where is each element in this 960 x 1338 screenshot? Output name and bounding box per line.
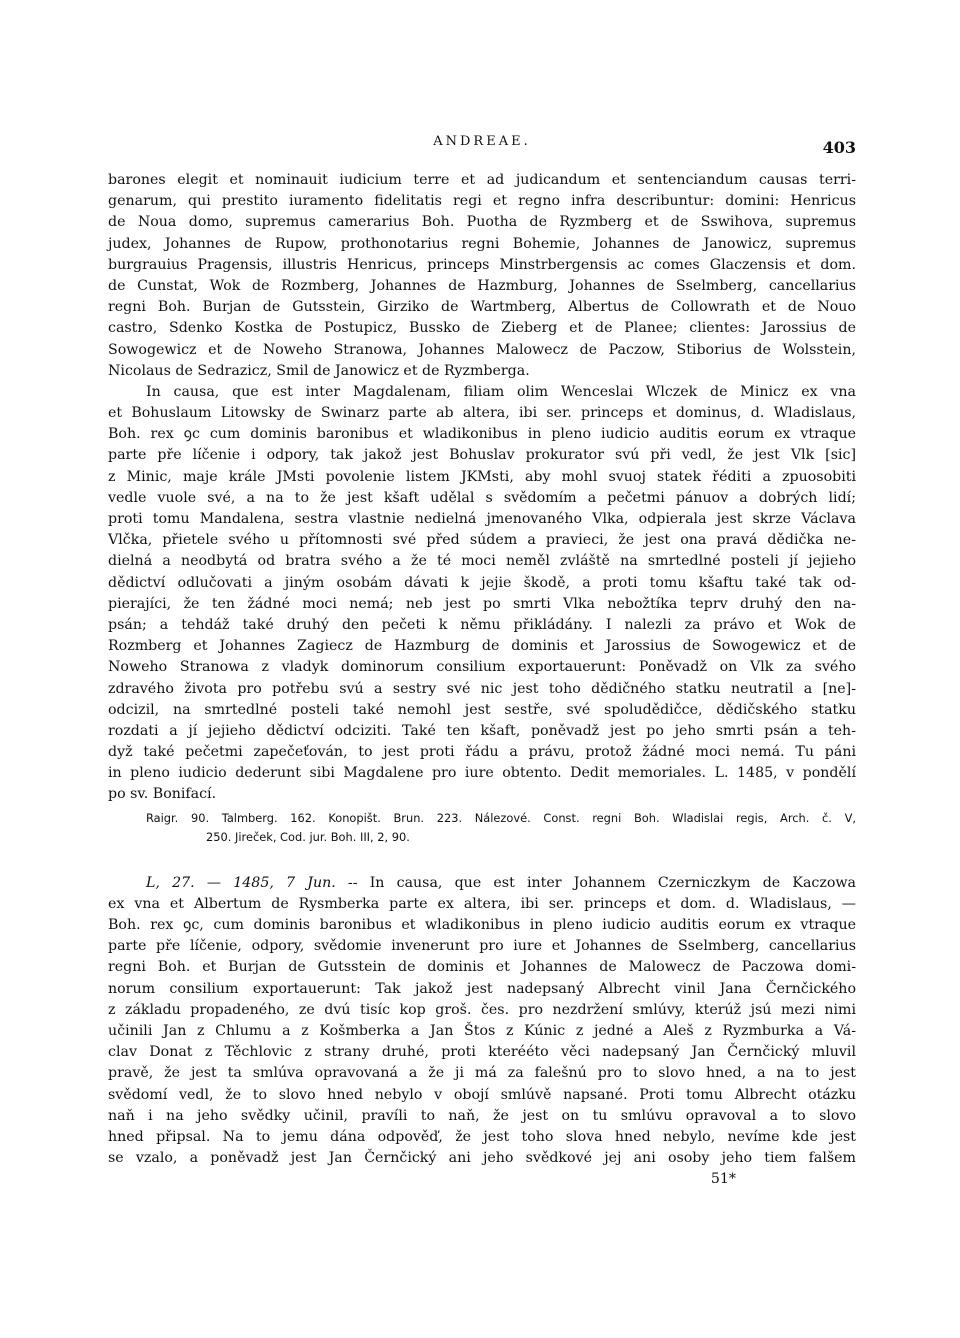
document-page [108, 134, 856, 1190]
text-line: regni Boh. et Burjan de Gutsstein de dominis et Johannes de Malowecz de Paczowa domi- [108, 959, 856, 976]
paragraph-2 [108, 382, 856, 806]
text-line: se vzalo, a poněvadž jest Jan Černčický ani jeho svědkové jej ani osoby jeho tiem falšem [108, 1150, 856, 1167]
text-line: parte pře líčenie i odpory, tak jakož jest Bohuslav prokurator svú při vedl, že jest Vlk [sic] [108, 447, 856, 464]
section-2-body [108, 894, 856, 1169]
text-line: de Noua domo, supremus camerarius Boh. Puotha de Ryzmberg et de Sswihova, supremus [108, 214, 856, 231]
text-line: Nicolaus de Sedrazicz, Smil de Janowicz et de Ryzmberga. [108, 362, 530, 379]
text-line: zdravého života pro potřebu svú a sestry své nic jest toho dědičného statku neutratil a [ne]- [108, 680, 856, 697]
text-line: Noweho Stranowa z vladyk dominorum consilium exportauerunt: Poněvadž on Vlk za svého [108, 659, 856, 676]
text-line: odcizil, na smrtedlné posteli také nemohl jest sestře, své spoludědičce, dědičského statku [108, 701, 856, 718]
text-line: et Bohuslaum Litowsky de Swinarz parte ab altera, ibi ser. princeps et dominus, d. Wladislaus, [108, 405, 856, 422]
text-line: vedle vuole své, a na to že jest kšaft udělal s svědomím a pečetmi pánuov a dobrých lidí; [108, 489, 856, 506]
text-line: burgrauius Pragensis, illustris Henricus, princeps Minstrbergensis ac comes Glaczensis et dom. [108, 256, 856, 273]
text-line: rozdati a jí jejieho dědictví odciziti. Také ten kšaft, poněvadž jest po jeho smrti psán a teh- [108, 722, 856, 739]
paragraph-1 [108, 170, 856, 382]
text-line: hned připsal. Na to jemu dána odpověď, že jest toho slova hned nebylo, nevíme kde jest [108, 1128, 856, 1145]
text-line: učinili Jan z Chlumu a z Košmberka a Jan Štos z Kúnic z jedné a Aleš z Ryzmburka a Vá- [108, 1022, 856, 1039]
page-number: 403 [822, 138, 856, 157]
text-line: genarum, qui prestito iuramento fidelitatis regi et regno infra describuntur: domini: Henricus [108, 193, 856, 210]
section-gap [108, 847, 856, 873]
text-line: dyž také pečetmi zapečeťován, to jest proti řádu a právu, protož žádné moci nemá. Tu páni [108, 744, 856, 761]
text-line: Sowogewicz et de Noweho Stranowa, Johannes Malowecz de Paczow, Stiborius de Wolsstein, [108, 341, 856, 358]
references [146, 809, 856, 847]
text-line: psán; a tehdáž také druhý den pečeti k němu přikládány. I nalezli za právo et Wok de [108, 616, 856, 633]
reference-line: 250. Jireček, Cod. jur. Boh. III, 2, 90. [206, 829, 410, 844]
text-line: ex vna et Albertum de Rysmberka parte ex altera, ibi ser. princeps et dom. d. Wladislaus, — [108, 895, 856, 912]
text-line: Vlčka, přietele svého u přítomnosti své před súdem a pravieci, že jest ona pravá dědička ne- [108, 532, 856, 549]
section-2-lead: L, 27. — 1485, 7 Jun. [146, 874, 336, 891]
text-line: pravě, že jest ta smlúva opravovaná a že ji má za falešnú pro to slovo hned, a na to jest [108, 1065, 856, 1082]
text-line: in pleno iudicio dederunt sibi Magdalene pro iure obtento. Dedit memoriales. L. 1485, v pondělí [108, 765, 856, 782]
section-2 [108, 873, 856, 1170]
running-title: ANDREAE. [433, 134, 531, 149]
text-line: svědomí vedl, že to slovo hned nebylo v obojí smlúvě napsané. Proti tomu Albrecht otázku [108, 1086, 856, 1103]
text-line: z základu propadeného, ze dvú tisíc kop groš. čes. pro nezdržení smlúvy, kterúž jsú mezi nimi [108, 1001, 856, 1018]
text-line: norum consilium exportauerunt: Tak jakož jest nadepsaný Albrecht vinil Jana Černčického [108, 980, 856, 997]
text-line: pierajíci, že ten žádné moci nemá; neb jest po smrti Vlka nebožtíka teprv druhý den na- [108, 595, 856, 612]
text-line: dielná a neodbytá od bratra svého a že té moci neměl zvláště na smrtedlné posteli jí jejieho [108, 553, 856, 570]
reference-line: Raigr. 90. Talmberg. 162. Konopišt. Brun. 223. Nálezové. Const. regni Boh. Wladislai regis, Arch. č. V, [146, 810, 856, 825]
text-line: In causa, que est inter Magdalenam, filiam olim Wenceslai Wlczek de Minicz ex vna [146, 383, 856, 400]
text-line: parte pře líčenie, odpory, svědomie invenerunt pro iure et Johannes de Sselmberg, cancellarius [108, 938, 856, 955]
text-line: naň i na jeho svědky učinil, pravíli to naň, že jest on tu smlúvu opravoval a to slovo [108, 1107, 856, 1124]
text-line: regni Boh. Burjan de Gutsstein, Girziko de Wartmberg, Albertus de Collowrath et de Nouo [108, 299, 856, 316]
text-line: Boh. rex ꝯc, cum dominis baronibus et wladikonibus in pleno iudicio auditis eorum ex vtraque [108, 917, 856, 933]
text-line: clav Donat z Těchlovic z strany druhé, proti kterééto věci nadepsaný Jan Černčický mluvil [108, 1044, 856, 1061]
text-line: proti tomu Mandalena, sestra vlastnie nedielná jmenovaného Vlka, odpierala jest skrze Václava [108, 511, 856, 527]
text-line: judex, Johannes de Rupow, prothonotarius regni Bohemie, Johannes de Janowicz, supremus [108, 235, 856, 252]
section-2-first-line [108, 873, 856, 894]
text-line: de Cunstat, Wok de Rozmberg, Johannes de Hazmburg, Johannes de Sselmberg, cancellarius [108, 277, 856, 294]
text-line: z Minic, maje krále JMsti povolenie listem JKMsti, aby mohl svuoj statek řéditi a zpuosobiti [108, 468, 856, 485]
text-line: dědictví odlučovati a jiným osobám dávati k jejie škodě, a proti tomu kšaftu také tak od- [108, 574, 856, 591]
signature-mark: 51* [710, 1171, 736, 1188]
text-line: castro, Sdenko Kostka de Postupicz, Bussko de Zieberg et de Planee; clientes: Jarossius de [108, 320, 856, 337]
text-line: barones elegit et nominauit iudicium terre et ad judicandum et sentenciandum causas terri- [108, 172, 856, 188]
text-line: po sv. Bonifací. [108, 786, 217, 803]
running-head [108, 134, 856, 170]
text-line: Rozmberg et Johannes Zagiecz de Hazmburg de dominis et Jarossius de Sowogewicz et de [108, 638, 856, 655]
text-line: Boh. rex ꝯc cum dominis baronibus et wladikonibus in pleno iudicio auditis eorum ex vtraque [108, 426, 856, 443]
section-2-first-line-rest: -- In causa, que est inter Johannem Czerniczkym de Kaczowa [335, 874, 856, 891]
